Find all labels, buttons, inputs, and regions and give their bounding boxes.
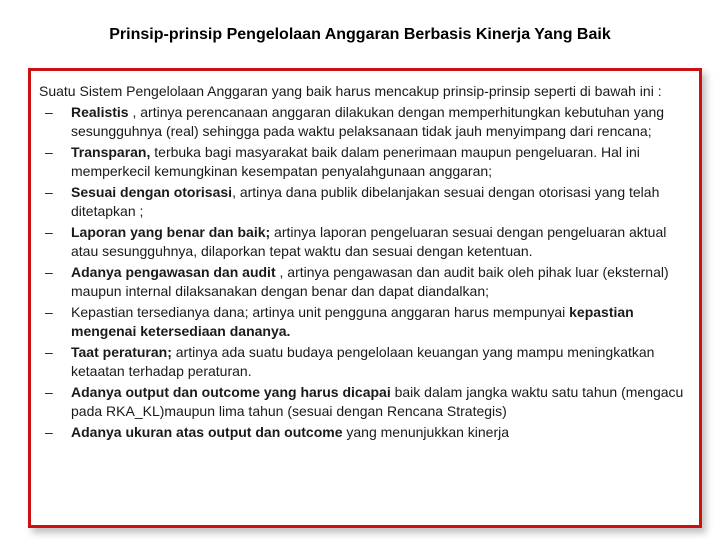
principle-term: Laporan yang benar dan baik; (71, 224, 271, 240)
principle-term: Adanya output dan outcome yang harus dicapai (71, 384, 391, 400)
dash-bullet: – (45, 224, 53, 240)
principle-term: Adanya pengawasan dan audit (71, 264, 276, 280)
principle-item-laporan (39, 223, 685, 261)
principle-item-pengawasan (39, 263, 685, 301)
principle-text: terbuka bagi masyarakat baik dalam penerimaan maupun pengeluaran. Hal ini memperkecil kemungkinan kesempatan penyalahgunaan anggaran; (71, 144, 640, 179)
principle-text: , artinya dana publik dibelanjakan sesuai dengan otorisasi yang telah ditetapkan ; (71, 184, 660, 219)
principle-term: Taat peraturan; (71, 344, 172, 360)
principle-text: artinya laporan pengeluaran sesuai dengan pengeluaran aktual atau sesungguhnya, dilaporkan tepat waktu dan sesuai dengan ketentuan. (71, 224, 667, 259)
principle-text: baik dalam jangka waktu satu tahun (mengacu pada RKA_KL)maupun lima tahun (sesuai dengan Rencana Strategis) (71, 384, 684, 419)
principles-list (39, 103, 685, 442)
principle-text: Kepastian tersedianya dana; artinya unit pengguna anggaran harus mempunyai (71, 304, 570, 320)
dash-bullet: – (45, 384, 53, 400)
principle-item-taat-peraturan (39, 343, 685, 381)
principle-item-ukuran (39, 423, 685, 442)
dash-bullet: – (45, 304, 53, 320)
principle-term: kepastian mengenai ketersediaan dananya. (71, 304, 634, 339)
slide-title: Prinsip-prinsip Pengelolaan Anggaran Berbasis Kinerja Yang Baik (109, 26, 611, 43)
principle-term: Adanya ukuran atas output dan outcome (71, 424, 343, 440)
principle-term: Transparan, (71, 144, 151, 160)
principle-term: Sesuai dengan otorisasi (71, 184, 233, 200)
principle-item-output-outcome (39, 383, 685, 421)
intro-paragraph: Suatu Sistem Pengelolaan Anggaran yang baik harus mencakup prinsip-prinsip seperti di bawah ini : (39, 83, 662, 99)
principle-item-kepastian (39, 303, 685, 341)
principle-item-transparan (39, 143, 685, 181)
content-box (28, 68, 702, 528)
principle-item-otorisasi (39, 183, 685, 221)
principle-text: , artinya perencanaan anggaran dilakukan dengan memperhitungkan kebutuhan yang sesungguhnya (real) sehingga pada waktu pelaksanaan tidak jauh menyimpang dari rencana; (71, 104, 665, 139)
principle-text: yang menunjukkan kinerja (342, 424, 510, 440)
principle-item-realistis (39, 103, 685, 141)
dash-bullet: – (45, 104, 53, 120)
dash-bullet: – (45, 424, 53, 440)
principle-text: artinya ada suatu budaya pengelolaan keuangan yang mampu meningkatkan ketaatan terhadap peraturan. (71, 344, 655, 379)
dash-bullet: – (45, 144, 53, 160)
dash-bullet: – (45, 344, 53, 360)
dash-bullet: – (45, 264, 53, 280)
principle-text: , artinya pengawasan dan audit baik oleh pihak luar (eksternal) maupun internal dilaksanakan dengan benar dan dapat diandalkan; (71, 264, 669, 299)
principle-term: Realistis (71, 104, 129, 120)
dash-bullet: – (45, 184, 53, 200)
